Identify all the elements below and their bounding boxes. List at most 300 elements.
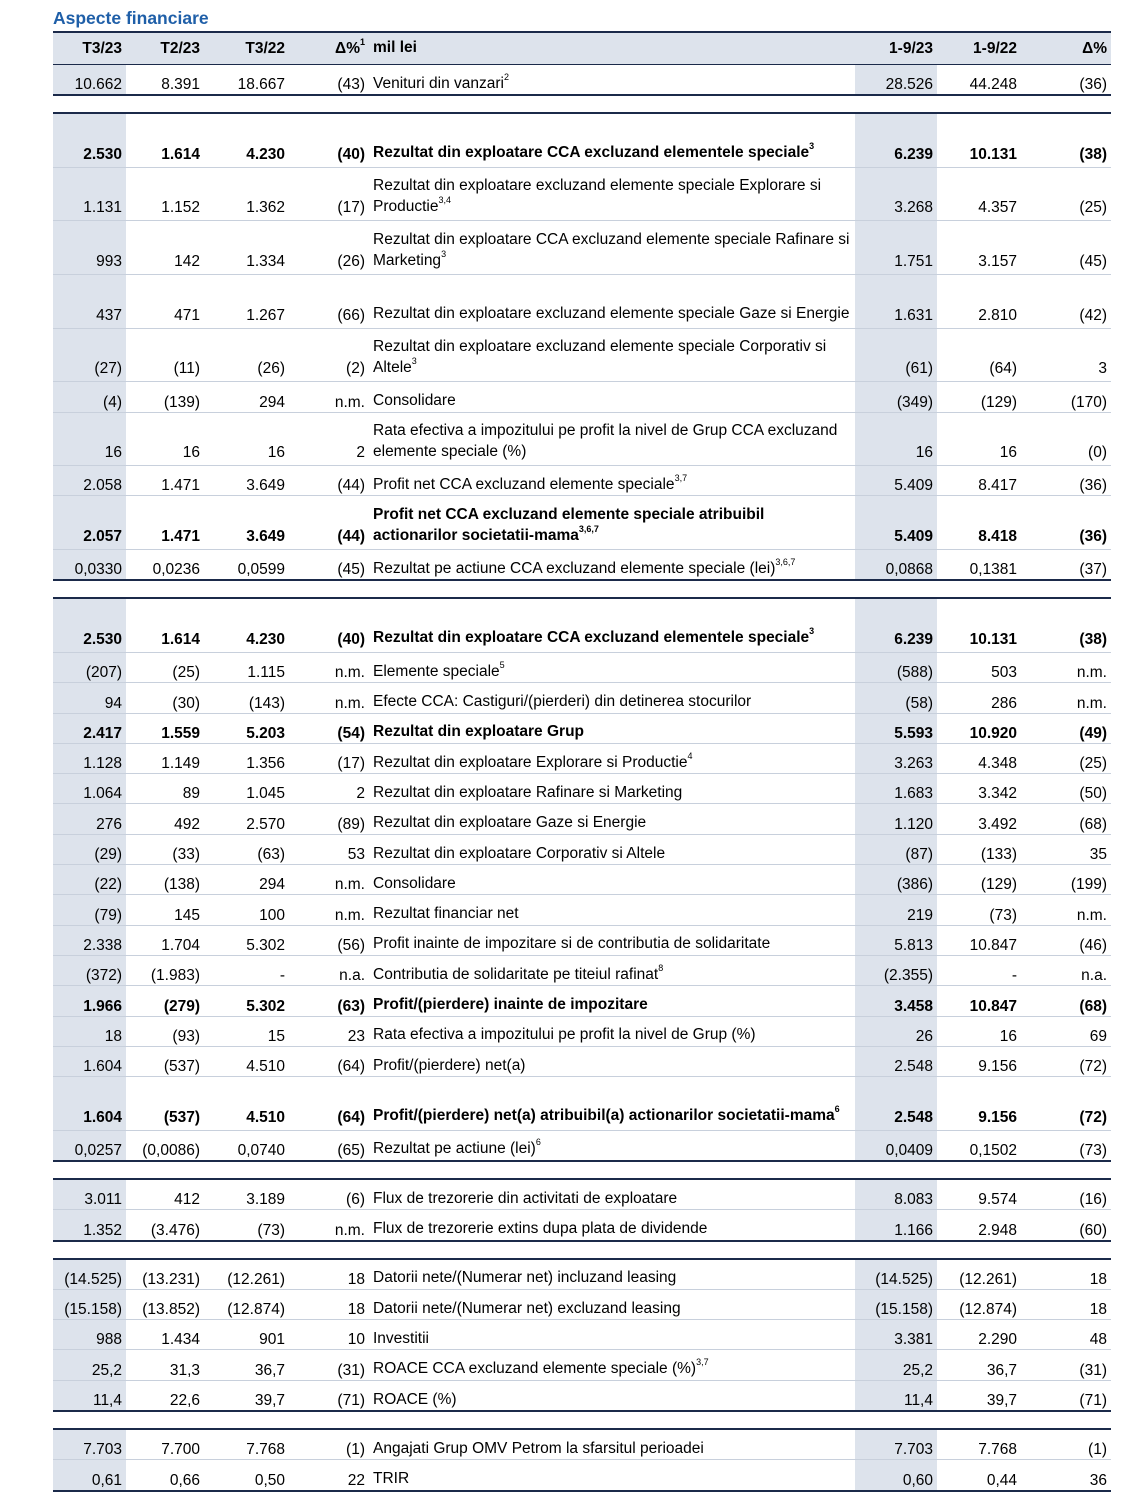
group-gap: [53, 1241, 1111, 1259]
row-label-text: Rezultat din exploatare excluzand elemente speciale Explorare si Productie: [373, 177, 822, 215]
delta-cell: 18: [1021, 1259, 1111, 1290]
delta-cell: (66): [289, 275, 369, 329]
value-cell: 7.703: [53, 1429, 126, 1460]
value-cell: 22,6: [126, 1380, 204, 1411]
delta-cell: n.m.: [289, 895, 369, 925]
value-cell: 2.338: [53, 925, 126, 955]
gap-cell: [53, 1241, 1111, 1259]
row-label: [369, 1289, 855, 1319]
delta-cell: (40): [289, 598, 369, 652]
table-row: [53, 1210, 1111, 1241]
value-cell: (537): [126, 1077, 204, 1131]
delta-cell: (17): [289, 743, 369, 773]
table-row: [53, 713, 1111, 743]
value-cell: 89: [126, 774, 204, 804]
row-label-text: Rezultat pe actiune CCA excluzand elemente speciale (lei): [373, 559, 776, 577]
table-row: [53, 1259, 1111, 1290]
value-cell: 10.847: [937, 986, 1021, 1016]
value-cell: 1.152: [126, 167, 204, 221]
row-label: [369, 221, 855, 275]
value-cell: 9.156: [937, 1077, 1021, 1131]
delta-cell: (37): [1021, 550, 1111, 581]
value-cell: 2.810: [937, 275, 1021, 329]
value-cell: 4.510: [204, 1077, 289, 1131]
value-cell: (13.231): [126, 1259, 204, 1290]
value-cell: 16: [53, 412, 126, 466]
footnote-ref: 5: [499, 659, 505, 670]
footnote-ref: 1: [359, 37, 365, 47]
value-cell: 0,66: [126, 1460, 204, 1491]
row-label-text: Rezultat din exploatare Rafinare si Marketing: [373, 783, 683, 801]
delta-cell: (64): [289, 1046, 369, 1076]
value-cell: (139): [126, 382, 204, 412]
value-cell: 0,50: [204, 1460, 289, 1491]
value-cell: 1.604: [53, 1077, 126, 1131]
delta-cell: 2: [289, 774, 369, 804]
delta-cell: (17): [289, 167, 369, 221]
value-cell: 39,7: [937, 1380, 1021, 1411]
footnote-ref: 3: [809, 141, 815, 152]
value-cell: 3.189: [204, 1179, 289, 1210]
table-row: [53, 275, 1111, 329]
footnote-ref: 3: [441, 248, 447, 259]
table-row: [53, 774, 1111, 804]
row-label-text: Rezultat financiar net: [373, 905, 519, 923]
value-cell: 4.230: [204, 113, 289, 167]
value-cell: 3.649: [204, 496, 289, 550]
row-label-text: Profit/(pierdere) net(a): [373, 1056, 526, 1074]
row-label-text: Consolidare: [373, 874, 456, 892]
table-row: [53, 986, 1111, 1016]
row-label: [369, 1259, 855, 1290]
delta-cell: (65): [289, 1130, 369, 1161]
delta-cell: 53: [289, 834, 369, 864]
value-cell: 15: [204, 1016, 289, 1046]
row-label: [369, 466, 855, 496]
value-cell: (15.158): [53, 1289, 126, 1319]
table-row: [53, 550, 1111, 581]
value-cell: 988: [53, 1320, 126, 1350]
delta-cell: (1): [289, 1429, 369, 1460]
table-row: [53, 412, 1111, 466]
value-cell: 1.120: [855, 804, 937, 834]
value-cell: 7.768: [204, 1429, 289, 1460]
value-cell: 471: [126, 275, 204, 329]
value-cell: 16: [126, 412, 204, 466]
header-cell: Δ%: [1021, 32, 1111, 65]
value-cell: 1.356: [204, 743, 289, 773]
table-row: [53, 925, 1111, 955]
table-row: [53, 1179, 1111, 1210]
delta-cell: (71): [1021, 1380, 1111, 1411]
row-label-text: Profit/(pierdere) net(a) atribuibil(a) actionarilor societatii-mama: [373, 1107, 835, 1125]
row-label: [369, 550, 855, 581]
value-cell: (73): [204, 1210, 289, 1241]
table-row: [53, 1289, 1111, 1319]
row-label: [369, 113, 855, 167]
value-cell: 3.458: [855, 986, 937, 1016]
value-cell: 4.510: [204, 1046, 289, 1076]
delta-cell: (89): [289, 804, 369, 834]
value-cell: 10.662: [53, 65, 126, 96]
row-label-text: Consolidare: [373, 392, 456, 410]
value-cell: 2.058: [53, 466, 126, 496]
value-cell: 2.057: [53, 496, 126, 550]
row-label: [369, 1429, 855, 1460]
table-row: [53, 496, 1111, 550]
delta-cell: (25): [1021, 167, 1111, 221]
value-cell: 16: [855, 412, 937, 466]
footnote-ref: 3,6,7: [578, 523, 599, 534]
table-row: [53, 1350, 1111, 1380]
row-label: [369, 652, 855, 682]
footnote-ref: 8: [658, 962, 664, 973]
delta-cell: 35: [1021, 834, 1111, 864]
value-cell: 1.471: [126, 466, 204, 496]
value-cell: 1.604: [53, 1046, 126, 1076]
value-cell: 412: [126, 1179, 204, 1210]
value-cell: (61): [855, 328, 937, 382]
value-cell: 25,2: [53, 1350, 126, 1380]
value-cell: 5.409: [855, 496, 937, 550]
value-cell: 5.593: [855, 713, 937, 743]
value-cell: 31,3: [126, 1350, 204, 1380]
value-cell: 1.434: [126, 1320, 204, 1350]
value-cell: (143): [204, 683, 289, 713]
value-cell: 993: [53, 221, 126, 275]
table-row: [53, 167, 1111, 221]
gap-cell: [53, 1411, 1111, 1429]
section-title: Aspecte financiare: [53, 8, 209, 28]
footnote-ref: 3: [809, 626, 815, 637]
footnote-ref: 6: [834, 1104, 840, 1115]
value-cell: 142: [126, 221, 204, 275]
value-cell: (12.261): [937, 1259, 1021, 1290]
header-cell: T3/22: [204, 32, 289, 65]
row-label-text: Profit net CCA excluzand elemente speciale atribuibil actionarilor societatii-mama: [373, 506, 765, 544]
value-cell: 294: [204, 865, 289, 895]
value-cell: 503: [937, 652, 1021, 682]
value-cell: 0,0257: [53, 1130, 126, 1161]
gap-cell: [53, 1161, 1111, 1179]
delta-cell: (36): [1021, 466, 1111, 496]
delta-cell: (16): [1021, 1179, 1111, 1210]
delta-cell: (72): [1021, 1046, 1111, 1076]
row-label-text: Flux de trezorerie extins dupa plata de dividende: [373, 1220, 708, 1238]
value-cell: 18.667: [204, 65, 289, 96]
row-label: [369, 382, 855, 412]
delta-cell: n.a.: [289, 955, 369, 985]
value-cell: 2.570: [204, 804, 289, 834]
value-cell: 0,0868: [855, 550, 937, 581]
row-label: [369, 1179, 855, 1210]
value-cell: 219: [855, 895, 937, 925]
value-cell: 3.157: [937, 221, 1021, 275]
table-row: [53, 1016, 1111, 1046]
delta-cell: n.m.: [289, 683, 369, 713]
table-row: [53, 1130, 1111, 1161]
row-label-text: Rezultat din exploatare excluzand elemente speciale Corporativ si Altele: [373, 338, 827, 376]
delta-cell: (199): [1021, 865, 1111, 895]
delta-cell: 48: [1021, 1320, 1111, 1350]
row-label: [369, 865, 855, 895]
delta-cell: 22: [289, 1460, 369, 1491]
value-cell: 2.290: [937, 1320, 1021, 1350]
delta-cell: (63): [289, 986, 369, 1016]
value-cell: 8.417: [937, 466, 1021, 496]
value-cell: 145: [126, 895, 204, 925]
value-cell: 2.530: [53, 113, 126, 167]
row-label-text: Rezultat din exploatare CCA excluzand elementele speciale: [373, 629, 810, 647]
table-row: [53, 382, 1111, 412]
value-cell: 10.847: [937, 925, 1021, 955]
value-cell: 11,4: [53, 1380, 126, 1411]
delta-cell: 18: [289, 1259, 369, 1290]
value-cell: (93): [126, 1016, 204, 1046]
value-cell: 2.548: [855, 1046, 937, 1076]
delta-cell: (36): [1021, 496, 1111, 550]
group-gap: [53, 1411, 1111, 1429]
delta-cell: (60): [1021, 1210, 1111, 1241]
delta-cell: 69: [1021, 1016, 1111, 1046]
row-label: [369, 412, 855, 466]
delta-cell: (43): [289, 65, 369, 96]
row-label: [369, 1130, 855, 1161]
delta-cell: n.m.: [1021, 683, 1111, 713]
value-cell: 3.342: [937, 774, 1021, 804]
header-label: mil lei: [369, 32, 855, 65]
value-cell: 3.492: [937, 804, 1021, 834]
row-label: [369, 328, 855, 382]
footnote-ref: 3,4: [438, 194, 451, 205]
row-label-text: Rezultat din exploatare Grup: [373, 723, 585, 741]
value-cell: 0,44: [937, 1460, 1021, 1491]
row-label: [369, 167, 855, 221]
value-cell: 9.156: [937, 1046, 1021, 1076]
delta-cell: 3: [1021, 328, 1111, 382]
value-cell: 7.768: [937, 1429, 1021, 1460]
delta-cell: (40): [289, 113, 369, 167]
row-label: [369, 1350, 855, 1380]
value-cell: (207): [53, 652, 126, 682]
row-label: [369, 925, 855, 955]
row-label-text: Datorii nete/(Numerar net) excluzand leasing: [373, 1299, 681, 1317]
value-cell: 44.248: [937, 65, 1021, 96]
row-label: [369, 1460, 855, 1491]
value-cell: 2.548: [855, 1077, 937, 1131]
value-cell: 2.948: [937, 1210, 1021, 1241]
value-cell: 16: [937, 1016, 1021, 1046]
value-cell: (4): [53, 382, 126, 412]
row-label: [369, 895, 855, 925]
row-label: [369, 986, 855, 1016]
row-label-text: Rezultat din exploatare excluzand elemente speciale Gaze si Energie: [373, 305, 850, 323]
delta-cell: (56): [289, 925, 369, 955]
value-cell: 100: [204, 895, 289, 925]
value-cell: 437: [53, 275, 126, 329]
value-cell: (133): [937, 834, 1021, 864]
row-label: [369, 1077, 855, 1131]
row-label-text: Datorii nete/(Numerar net) incluzand leasing: [373, 1269, 677, 1287]
group-gap: [53, 580, 1111, 598]
table-row: [53, 955, 1111, 985]
value-cell: (0,0086): [126, 1130, 204, 1161]
delta-cell: (31): [289, 1350, 369, 1380]
delta-cell: 36: [1021, 1460, 1111, 1491]
table-row: [53, 1460, 1111, 1491]
value-cell: 10.131: [937, 113, 1021, 167]
table-row: [53, 113, 1111, 167]
value-cell: (33): [126, 834, 204, 864]
table-row: [53, 1320, 1111, 1350]
value-cell: 1.064: [53, 774, 126, 804]
value-cell: 39,7: [204, 1380, 289, 1411]
delta-cell: (46): [1021, 925, 1111, 955]
value-cell: 4.357: [937, 167, 1021, 221]
value-cell: 10.131: [937, 598, 1021, 652]
delta-cell: (36): [1021, 65, 1111, 96]
value-cell: (15.158): [855, 1289, 937, 1319]
row-label-text: Profit inainte de impozitare si de contributia de solidaritate: [373, 935, 771, 953]
value-cell: 1.149: [126, 743, 204, 773]
value-cell: 36,7: [937, 1350, 1021, 1380]
value-cell: 0,60: [855, 1460, 937, 1491]
value-cell: 4.230: [204, 598, 289, 652]
value-cell: (129): [937, 865, 1021, 895]
value-cell: (372): [53, 955, 126, 985]
value-cell: 94: [53, 683, 126, 713]
table-row: [53, 834, 1111, 864]
value-cell: 492: [126, 804, 204, 834]
value-cell: (14.525): [855, 1259, 937, 1290]
group-gap: [53, 95, 1111, 113]
value-cell: 36,7: [204, 1350, 289, 1380]
gap-cell: [53, 95, 1111, 113]
row-label-text: Profit/(pierdere) inainte de impozitare: [373, 996, 648, 1013]
header-row: [53, 32, 1111, 65]
value-cell: -: [204, 955, 289, 985]
value-cell: 1.751: [855, 221, 937, 275]
value-cell: 1.614: [126, 598, 204, 652]
delta-cell: (25): [1021, 743, 1111, 773]
delta-cell: (38): [1021, 598, 1111, 652]
table-row: [53, 466, 1111, 496]
delta-cell: n.m.: [1021, 895, 1111, 925]
row-label-text: Contributia de solidaritate pe titeiul rafinat: [373, 965, 659, 983]
delta-cell: (45): [1021, 221, 1111, 275]
value-cell: 3.381: [855, 1320, 937, 1350]
value-cell: (64): [937, 328, 1021, 382]
value-cell: (87): [855, 834, 937, 864]
value-cell: (73): [937, 895, 1021, 925]
delta-cell: (73): [1021, 1130, 1111, 1161]
row-label: [369, 774, 855, 804]
value-cell: (349): [855, 382, 937, 412]
value-cell: (1.983): [126, 955, 204, 985]
value-cell: 0,0599: [204, 550, 289, 581]
value-cell: (58): [855, 683, 937, 713]
delta-cell: 2: [289, 412, 369, 466]
table-row: [53, 598, 1111, 652]
delta-cell: (44): [289, 496, 369, 550]
table-row: [53, 683, 1111, 713]
value-cell: 6.239: [855, 113, 937, 167]
value-cell: (25): [126, 652, 204, 682]
value-cell: (26): [204, 328, 289, 382]
value-cell: 16: [204, 412, 289, 466]
delta-cell: (68): [1021, 986, 1111, 1016]
value-cell: 5.203: [204, 713, 289, 743]
footnote-ref: 3,6,7: [775, 556, 796, 567]
value-cell: 9.574: [937, 1179, 1021, 1210]
value-cell: 8.418: [937, 496, 1021, 550]
row-label: [369, 834, 855, 864]
value-cell: 1.631: [855, 275, 937, 329]
delta-cell: 18: [1021, 1289, 1111, 1319]
row-label-text: Angajati Grup OMV Petrom la sfarsitul perioadei: [373, 1439, 704, 1457]
delta-cell: (64): [289, 1077, 369, 1131]
table-row: [53, 743, 1111, 773]
value-cell: 286: [937, 683, 1021, 713]
value-cell: 1.471: [126, 496, 204, 550]
row-label-text: Rezultat din exploatare Gaze si Energie: [373, 814, 647, 832]
table-row: [53, 652, 1111, 682]
value-cell: -: [937, 955, 1021, 985]
row-label-text: Rezultat din exploatare Explorare si Productie: [373, 753, 688, 771]
delta-cell: 23: [289, 1016, 369, 1046]
row-label: [369, 275, 855, 329]
delta-cell: (170): [1021, 382, 1111, 412]
delta-cell: (38): [1021, 113, 1111, 167]
value-cell: 0,1502: [937, 1130, 1021, 1161]
delta-cell: (1): [1021, 1429, 1111, 1460]
value-cell: 1.704: [126, 925, 204, 955]
value-cell: 1.966: [53, 986, 126, 1016]
row-label: [369, 598, 855, 652]
value-cell: 1.131: [53, 167, 126, 221]
row-label-text: Profit net CCA excluzand elemente speciale: [373, 475, 675, 493]
table-row: [53, 804, 1111, 834]
financial-table: [53, 31, 1111, 1492]
table-row: [53, 865, 1111, 895]
table-row: [53, 895, 1111, 925]
row-label-text: Elemente speciale: [373, 662, 500, 680]
delta-cell: 18: [289, 1289, 369, 1319]
value-cell: 7.703: [855, 1429, 937, 1460]
delta-cell: (6): [289, 1179, 369, 1210]
delta-cell: (68): [1021, 804, 1111, 834]
value-cell: (22): [53, 865, 126, 895]
value-cell: (11): [126, 328, 204, 382]
value-cell: (129): [937, 382, 1021, 412]
value-cell: (386): [855, 865, 937, 895]
value-cell: 1.334: [204, 221, 289, 275]
row-label-text: ROACE (%): [373, 1390, 457, 1408]
value-cell: 1.362: [204, 167, 289, 221]
header-cell: 1-9/22: [937, 32, 1021, 65]
footnote-ref: 6: [535, 1137, 541, 1148]
footnote-ref: 2: [503, 71, 509, 82]
value-cell: (588): [855, 652, 937, 682]
footnote-ref: 4: [687, 750, 693, 761]
value-cell: 3.649: [204, 466, 289, 496]
value-cell: 294: [204, 382, 289, 412]
value-cell: 0,0330: [53, 550, 126, 581]
delta-cell: n.m.: [289, 865, 369, 895]
value-cell: 1.267: [204, 275, 289, 329]
value-cell: 1.352: [53, 1210, 126, 1241]
delta-cell: (31): [1021, 1350, 1111, 1380]
